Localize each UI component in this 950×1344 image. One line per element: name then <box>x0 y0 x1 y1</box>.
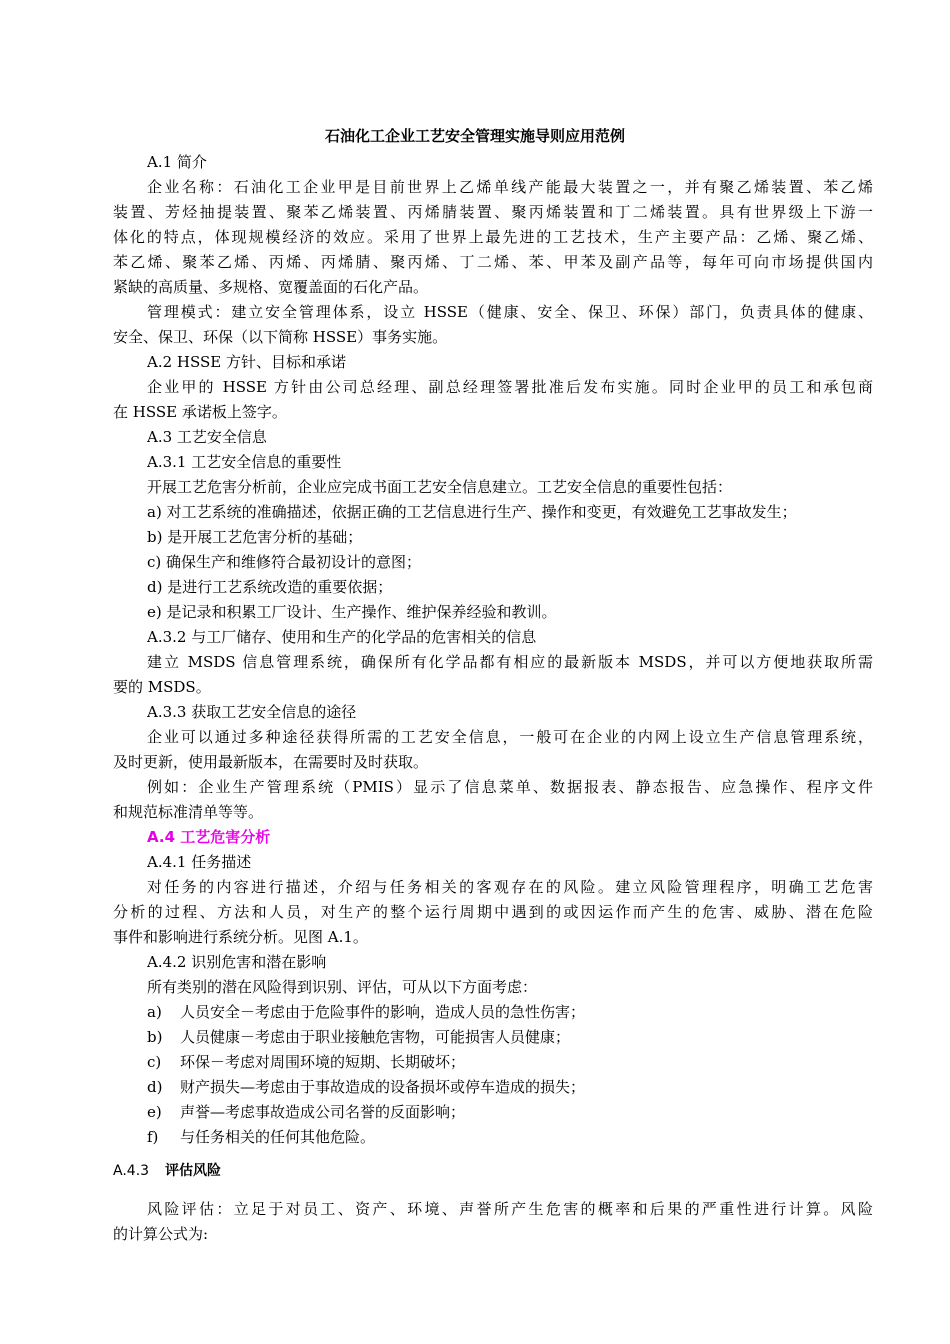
section-a1-heading: A.1 简介 <box>147 153 207 171</box>
paragraph-line: 例如：企业生产管理系统（PMIS）显示了信息菜单、数据报表、静态报告、应急操作、程序文件 <box>147 778 873 796</box>
document-title: 石油化工企业工艺安全管理实施导则应用范例 <box>324 127 625 145</box>
list-item-label: f) <box>147 1128 159 1146</box>
list-item: d) 是进行工艺系统改造的重要依据； <box>147 578 393 596</box>
subsection-a33-heading: A.3.3 获取工艺安全信息的途径 <box>147 703 357 721</box>
list-item-label: a) <box>147 1003 162 1021</box>
section-a2-heading: A.2 HSSE 方针、目标和承诺 <box>147 353 346 371</box>
list-item-text: 与任务相关的任何其他危险。 <box>180 1128 376 1146</box>
paragraph-line: 和规范标准清单等等。 <box>113 803 264 821</box>
paragraph-line: 苯乙烯、聚苯乙烯、丙烯、丙烯腈、聚丙烯、丁二烯、苯、甲苯及副产品等，每年可向市场提供国内 <box>113 253 873 271</box>
list-item-text: 环保－考虑对周围环境的短期、长期破坏； <box>180 1053 466 1071</box>
paragraph-line: 及时更新，使用最新版本，在需要时及时获取。 <box>113 753 429 771</box>
list-item: e) 是记录和积累工厂设计、生产操作、维护保养经验和教训。 <box>147 603 557 621</box>
paragraph-line: 事件和影响进行系统分析。见图 A.1。 <box>113 928 368 946</box>
paragraph-line: 在 HSSE 承诺板上签字。 <box>113 403 287 421</box>
section-a4-heading: A.4 工艺危害分析 <box>147 828 271 846</box>
paragraph-line: 分析的过程、方法和人员，对生产的整个运行周期中遇到的或因运作而产生的危害、威胁、潜在危险 <box>113 903 873 921</box>
paragraph-line: 所有类别的潜在风险得到识别、评估，可从以下方面考虑： <box>147 978 538 996</box>
subsection-a41-heading: A.4.1 任务描述 <box>147 853 252 871</box>
subsection-a42-heading: A.4.2 识别危害和潜在影响 <box>147 953 327 971</box>
paragraph-line: 开展工艺危害分析前，企业应完成书面工艺安全信息建立。工艺安全信息的重要性包括： <box>147 478 733 496</box>
list-item-text: 人员安全－考虑由于危险事件的影响，造成人员的急性伤害； <box>180 1003 586 1021</box>
list-item-text: 声誉—考虑事故造成公司名誉的反面影响； <box>180 1103 466 1121</box>
paragraph-line: 要的 MSDS。 <box>113 678 211 696</box>
paragraph-line: 的计算公式为: <box>113 1225 209 1243</box>
list-item: a) 对工艺系统的准确描述，依据正确的工艺信息进行生产、操作和变更，有效避免工艺事故发生； <box>147 503 797 521</box>
paragraph-line: 装置、芳烃抽提装置、聚苯乙烯装置、丙烯腈装置、聚丙烯装置和丁二烯装置。具有世界级上下游一 <box>113 203 873 221</box>
list-item-text: 财产损失—考虑由于事故造成的设备损坏或停车造成的损失； <box>180 1078 586 1096</box>
paragraph-line: 紧缺的高质量、多规格、宽覆盖面的石化产品。 <box>113 278 429 296</box>
paragraph-line: 建立 MSDS 信息管理系统，确保所有化学品都有相应的最新版本 MSDS，并可以方便地获取所需 <box>147 653 873 671</box>
paragraph-line: 企业名称：石油化工企业甲是目前世界上乙烯单线产能最大装置之一，并有聚乙烯装置、苯乙烯 <box>147 178 873 196</box>
paragraph-line: 体化的特点，体现规模经济的效应。采用了世界上最先进的工艺技术，生产主要产品：乙烯、聚乙烯、 <box>113 228 873 246</box>
paragraph-line: 对任务的内容进行描述，介绍与任务相关的客观存在的风险。建立风险管理程序，明确工艺危害 <box>147 878 873 896</box>
list-item-label: d) <box>147 1078 163 1096</box>
list-item-label: b) <box>147 1028 163 1046</box>
list-item <box>147 1126 873 1148</box>
paragraph-line: 企业可以通过多种途径获得所需的工艺安全信息，一般可在企业的内网上设立生产信息管理系统， <box>147 728 873 746</box>
list-item <box>147 1051 873 1073</box>
list-item <box>147 1076 873 1098</box>
paragraph-line: 风险评估：立足于对员工、资产、环境、声誉所产生危害的概率和后果的严重性进行计算。风险 <box>147 1200 873 1218</box>
paragraph-line: 安全、保卫、环保（以下简称 HSSE）事务实施。 <box>113 328 448 346</box>
list-item: c) 确保生产和维修符合最初设计的意图； <box>147 553 422 571</box>
list-item <box>147 1101 873 1123</box>
paragraph-line: 企业甲的 HSSE 方针由公司总经理、副总经理签署批准后发布实施。同时企业甲的员工和承包商 <box>147 378 873 396</box>
section-a3-heading: A.3 工艺安全信息 <box>147 428 267 446</box>
list-item <box>147 1026 873 1048</box>
subsection-a43-heading <box>113 1160 873 1182</box>
paragraph-line: 管理模式：建立安全管理体系，设立 HSSE（健康、安全、保卫、环保）部门，负责具体的健康、 <box>147 303 873 321</box>
subsection-number: A.4.3 <box>113 1163 150 1179</box>
list-item: b) 是开展工艺危害分析的基础； <box>147 528 363 546</box>
subsection-a32-heading: A.3.2 与工厂储存、使用和生产的化学品的危害相关的信息 <box>147 628 537 646</box>
list-item-text: 人员健康－考虑由于职业接触危害物，可能损害人员健康； <box>180 1028 571 1046</box>
subsection-a31-heading: A.3.1 工艺安全信息的重要性 <box>147 453 342 471</box>
subsection-title: 评估风险 <box>165 1163 222 1179</box>
list-item <box>147 1001 873 1023</box>
list-item-label: e) <box>147 1103 162 1121</box>
list-item-label: c) <box>147 1053 162 1071</box>
